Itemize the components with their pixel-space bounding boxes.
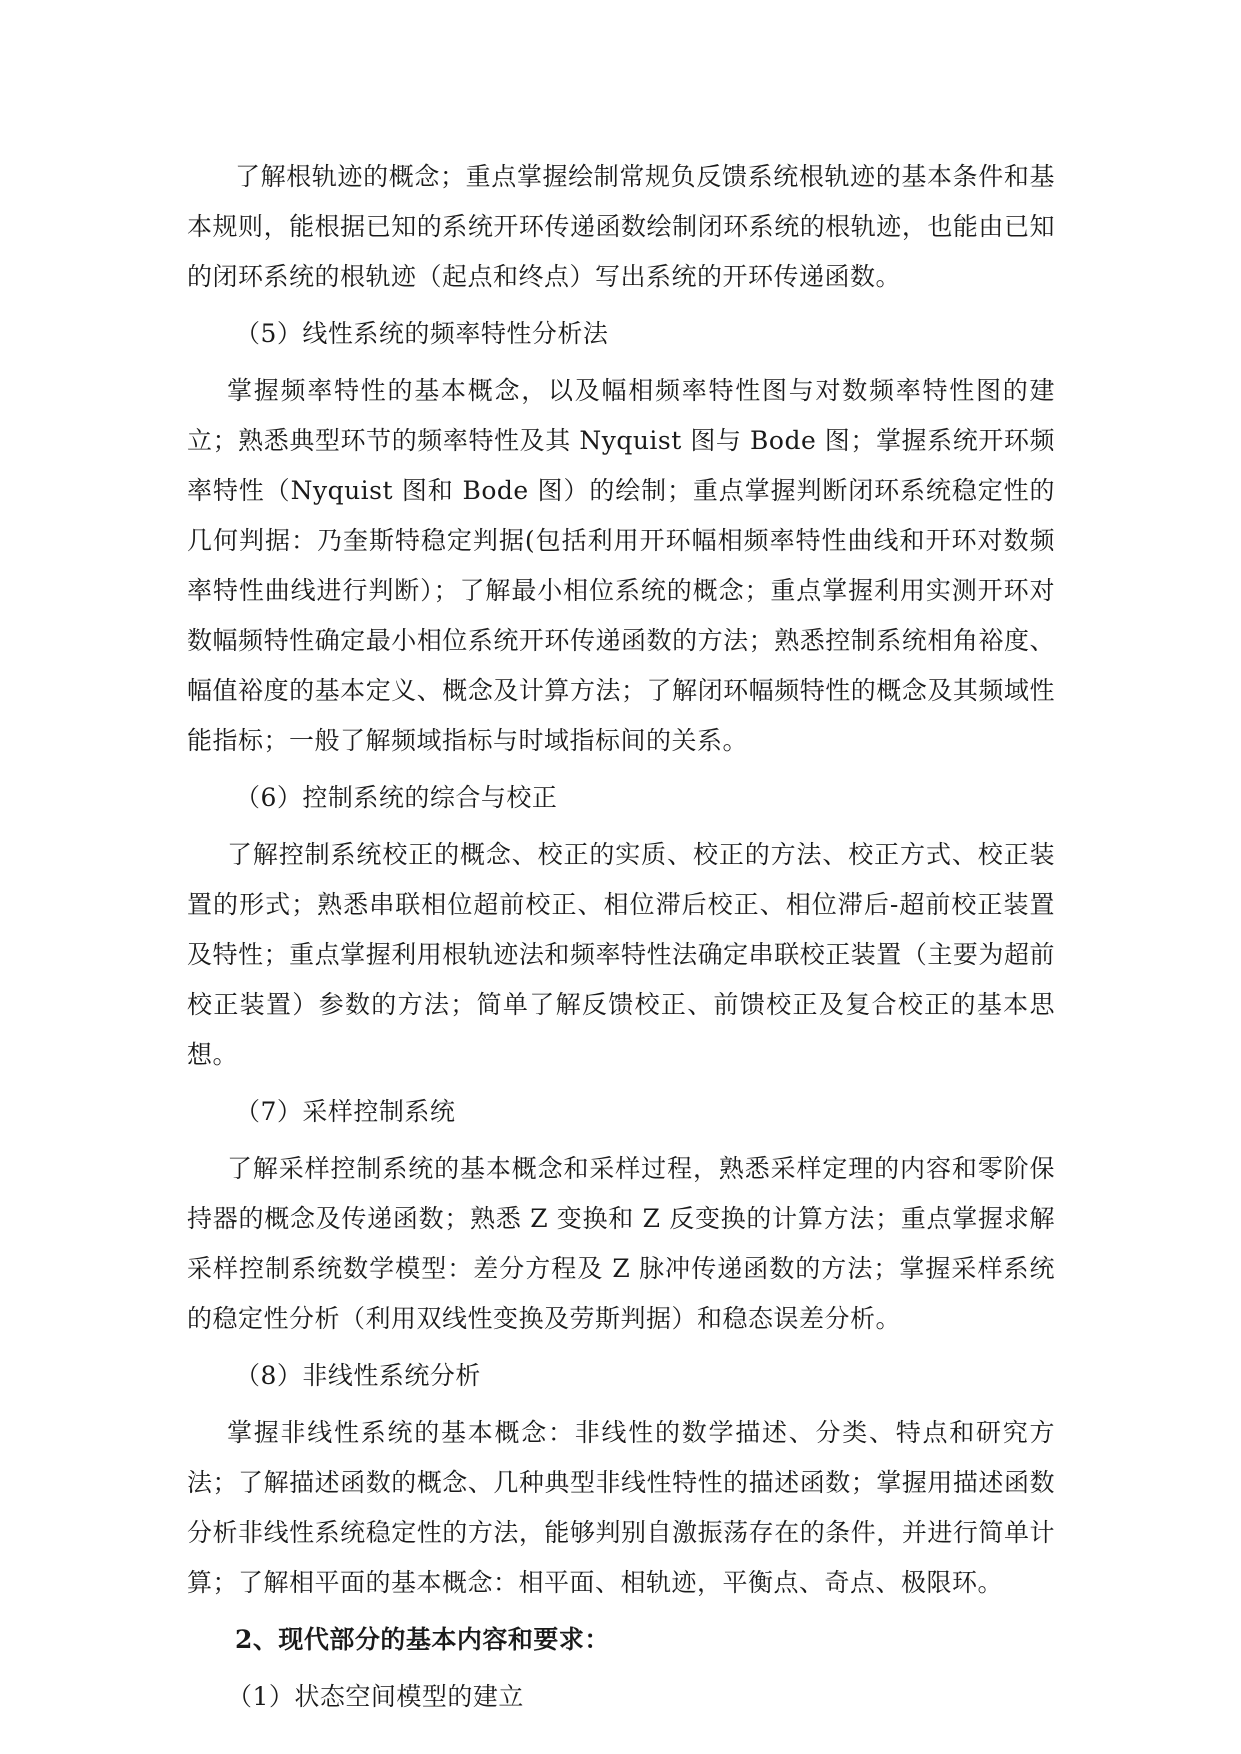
paragraph-root-locus: 了解根轨迹的概念；重点掌握绘制常规负反馈系统根轨迹的基本条件和基本规则，能根据已知的系统开环传递函数绘制闭环系统的根轨迹，也能由已知的闭环系统的根轨迹（起点和终点）写出系统的开环传递函数。 — [187, 162, 1055, 291]
section-heading-5: （5）线性系统的频率特性分析法 — [235, 319, 609, 348]
paragraph-sampled-systems: 了解采样控制系统的基本概念和采样过程，熟悉采样定理的内容和零阶保持器的概念及传递函数；熟悉 Z 变换和 Z 反变换的计算方法；重点掌握求解采样控制系统数学模型：差分方程及 Z 脉冲传递函数的方法；掌握采样系统的稳定性分析（利用双线性变换及劳斯判据）和稳态误差分析。 — [187, 1154, 1055, 1333]
paragraph-compensation: 了解控制系统校正的概念、校正的实质、校正的方法、校正方式、校正装置的形式；熟悉串联相位超前校正、相位滞后校正、相位滞后-超前校正装置及特性；重点掌握利用根轨迹法和频率特性法确定串联校正装置（主要为超前校正装置）参数的方法；简单了解反馈校正、前馈校正及复合校正的基本思想。 — [187, 840, 1055, 1069]
section-heading-7: （7）采样控制系统 — [235, 1097, 456, 1126]
section-heading-6: （6）控制系统的综合与校正 — [235, 783, 558, 812]
section-heading-8: （8）非线性系统分析 — [235, 1361, 481, 1390]
paragraph-nonlinear-systems: 掌握非线性系统的基本概念：非线性的数学描述、分类、特点和研究方法；了解描述函数的概念、几种典型非线性特性的描述函数；掌握用描述函数分析非线性系统稳定性的方法，能够判别自激振荡存在的条件，并进行简单计算；了解相平面的基本概念：相平面、相轨迹，平衡点、奇点、极限环。 — [187, 1418, 1055, 1597]
part-heading-modern: 2、现代部分的基本内容和要求： — [235, 1625, 610, 1654]
section-heading-state-space: （1）状态空间模型的建立 — [227, 1682, 524, 1711]
document-body — [187, 152, 1055, 1729]
paragraph-frequency-response: 掌握频率特性的基本概念，以及幅相频率特性图与对数频率特性图的建立；熟悉典型环节的频率特性及其 Nyquist 图与 Bode 图；掌握系统开环频率特性（Nyquist 图和 Bode 图）的绘制；重点掌握判断闭环系统稳定性的几何判据：乃奎斯特稳定判据(包括利用开环幅相频率特性曲线和开环对数频率特性曲线进行判断）；了解最小相位系统的概念；重点掌握利用实测开环对数幅频特性确定最小相位系统开环传递函数的方法；熟悉控制系统相角裕度、幅值裕度的基本定义、概念及计算方法；了解闭环幅频特性的概念及其频域性能指标；一般了解频域指标与时域指标间的关系。 — [187, 376, 1055, 755]
